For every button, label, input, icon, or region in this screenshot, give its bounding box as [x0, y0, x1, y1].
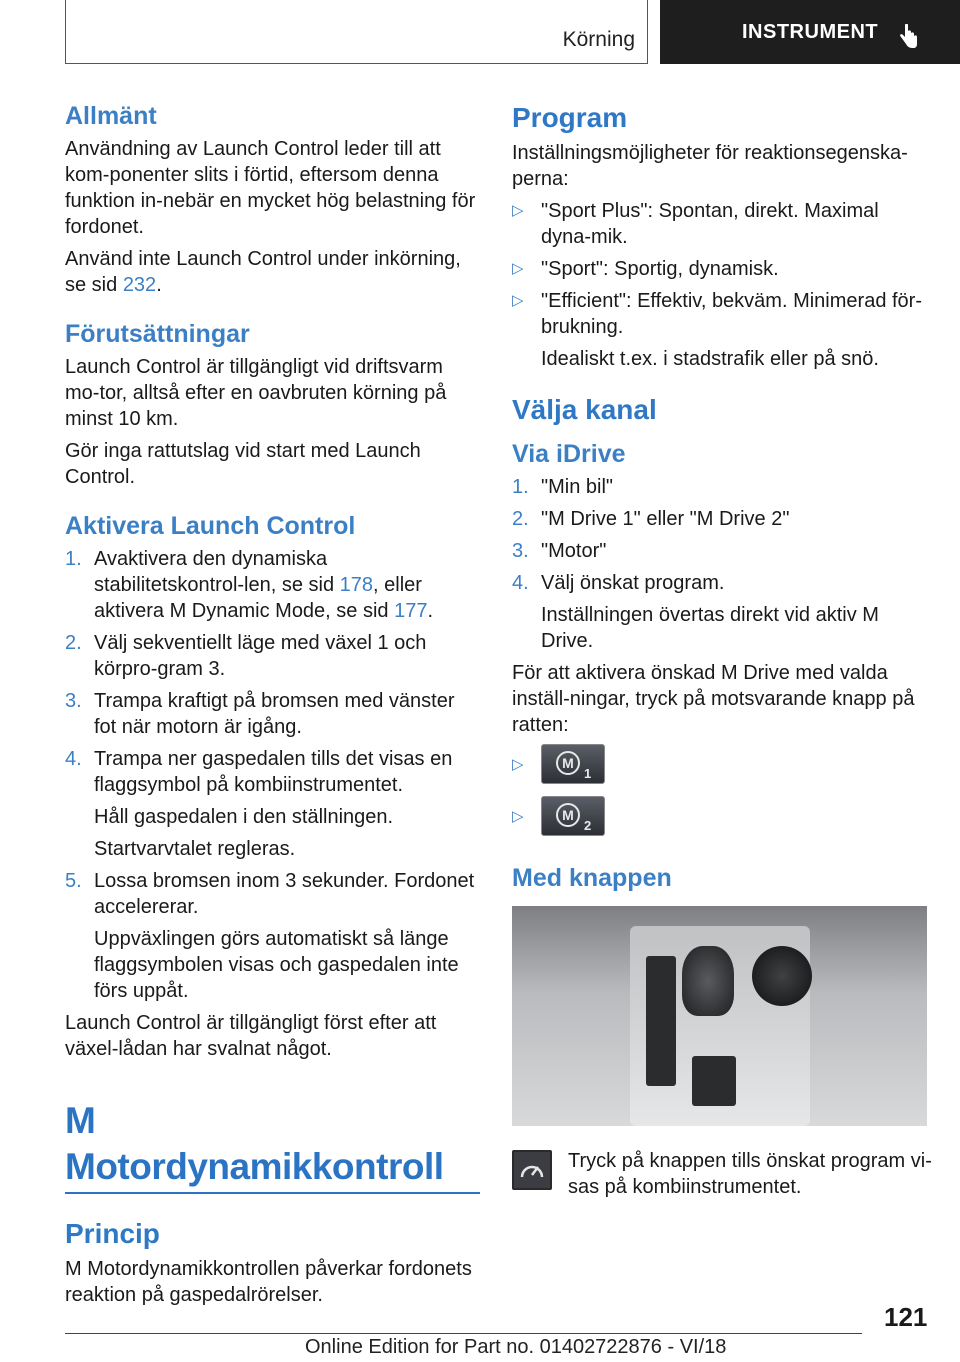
- list-item: 1. "Min bil": [512, 476, 613, 498]
- list-item: [65, 746, 480, 798]
- step-subtext: Startvarvtalet regleras.: [94, 838, 296, 860]
- footer-rule: [65, 1333, 862, 1334]
- center-console-photo: [512, 906, 927, 1126]
- triangle-bullet-icon: ▷: [512, 292, 524, 309]
- triangle-bullet-icon: ▷: [512, 202, 524, 219]
- tip-block: [512, 1148, 932, 1200]
- heading-program: Program: [512, 102, 628, 133]
- step-number: 4.: [65, 748, 82, 770]
- step-subtext: Håll gaspedalen i den ställningen.: [94, 806, 394, 828]
- step-number: 5.: [65, 870, 82, 892]
- step-number: 4.: [512, 572, 529, 594]
- left-column: [65, 100, 480, 1314]
- allmant-p2-end: .: [156, 274, 162, 296]
- list-subtext: Idealiskt t.ex. i stadstrafik eller på snö.: [541, 348, 879, 370]
- step-text: Trampa ner gaspedalen tills det visas en flaggsymbol på kombiinstrumentet.: [94, 748, 453, 796]
- heading-med-knappen: Med knappen: [512, 864, 672, 892]
- header-section-tab: [65, 0, 648, 64]
- list-item: ▷ "Sport": Sportig, dynamisk.: [512, 258, 779, 280]
- page-link-178[interactable]: 178: [339, 574, 374, 596]
- triangle-bullet-icon: ▷: [512, 808, 524, 825]
- drive-mode-gauge-icon: [512, 1150, 552, 1190]
- heading-forutsattningar: Förutsättningar: [65, 320, 250, 348]
- header-chapter-label: INSTRUMENT: [742, 20, 879, 43]
- header-section-label: Körning: [562, 28, 635, 51]
- heading-princip: Princip: [65, 1218, 160, 1249]
- step-number: 1.: [512, 476, 529, 498]
- forutsattningar-paragraph-2: Gör inga rattutslag vid start med Launch Control.: [65, 440, 421, 488]
- allmant-paragraph-2: [65, 246, 480, 298]
- idrive-steps: [512, 474, 932, 654]
- list-item: 2. "M Drive 1" eller "M Drive 2": [512, 508, 790, 530]
- step-subtext: Uppväxlingen görs automatiskt så länge flaggsymbolen visas och gaspedalen inte förs uppåt.: [94, 928, 459, 1002]
- m2-button-icon: M 2: [541, 796, 605, 836]
- heading-motordynamik: M Motordynamikkontroll: [65, 1100, 444, 1187]
- triangle-bullet-icon: ▷: [512, 260, 524, 277]
- heading-aktivera: Aktivera Launch Control: [65, 512, 356, 540]
- list-item: ▷ "Sport Plus": Spontan, direkt. Maximal dyna-mik.: [512, 200, 879, 248]
- aktivera-after: Launch Control är tillgängligt först efter att växel-lådan har svalnat något.: [65, 1012, 437, 1060]
- heading-via-idrive: Via iDrive: [512, 440, 626, 468]
- heading-valja-kanal: Välja kanal: [512, 394, 657, 425]
- allmant-p2-text: Använd inte Launch Control under inkörning, se sid: [65, 248, 461, 296]
- list-item: [65, 688, 480, 740]
- tip-text: Tryck på knappen tills önskat program vi-sas på kombiinstrumentet.: [568, 1150, 932, 1198]
- page-number: 121: [884, 1302, 928, 1332]
- footer-edition: Online Edition for Part no. 01402722876 - VI/18: [305, 1336, 727, 1358]
- page-link-232[interactable]: 232: [122, 274, 157, 296]
- heading-allmant: Allmänt: [65, 102, 157, 130]
- step-number: 2.: [65, 632, 82, 654]
- list-item: [65, 868, 480, 920]
- list-item: [65, 630, 480, 682]
- triangle-bullet-icon: ▷: [512, 756, 524, 773]
- step-text: Trampa kraftigt på bromsen med vänster fot när motorn är igång.: [94, 690, 455, 738]
- program-intro: Inställningsmöjligheter för reaktionsegenska-perna:: [512, 142, 908, 190]
- m-buttons-list: [512, 744, 932, 842]
- step-number: 1.: [65, 548, 82, 570]
- aktivera-steps: [65, 546, 480, 1004]
- heading-rule: [65, 1192, 480, 1194]
- princip-text: M Motordynamikkontrollen påverkar fordonets reaktion på gaspedalrörelser.: [65, 1258, 472, 1306]
- hand-pointer-icon: [898, 24, 918, 56]
- forutsattningar-paragraph-1: Launch Control är tillgängligt vid driftsvarm mo-tor, alltså efter en oavbruten körning på minst 10 km.: [65, 356, 447, 430]
- step-number: 3.: [512, 540, 529, 562]
- list-item: 3. "Motor": [512, 540, 607, 562]
- list-item: 1. Avaktivera den dynamiska stabilitetskontrol-len, se sid 178, eller aktivera M Dynamic Mode, se sid 177.: [65, 548, 434, 622]
- m1-button-icon: M 1: [541, 744, 605, 784]
- allmant-paragraph-1: Användning av Launch Control leder till att kom-ponenter slits i förtid, eftersom denna funktion in-nebär en mycket hög belastning för fordonet.: [65, 138, 476, 238]
- header-chapter-tab: [660, 0, 960, 64]
- step-number: 2.: [512, 508, 529, 530]
- page-link-177[interactable]: 177: [394, 600, 428, 622]
- program-list: [512, 198, 932, 372]
- right-column: [512, 100, 932, 1200]
- list-item: [512, 744, 932, 790]
- step-text: Lossa bromsen inom 3 sekunder. Fordonet accelererar.: [94, 870, 475, 918]
- valja-kanal-after: För att aktivera önskad M Drive med valda inställ-ningar, tryck på motsvarande knapp på ratten:: [512, 662, 915, 736]
- step-number: 3.: [65, 690, 82, 712]
- list-item: [512, 796, 932, 842]
- step-subtext: Inställningen övertas direkt vid aktiv M Drive.: [541, 604, 879, 652]
- list-item: 4. Välj önskat program.: [512, 572, 725, 594]
- list-item: ▷ "Efficient": Effektiv, bekväm. Minimerad för-brukning.: [512, 290, 922, 338]
- step-text: Välj sekventiellt läge med växel 1 och körpro-gram 3.: [94, 632, 427, 680]
